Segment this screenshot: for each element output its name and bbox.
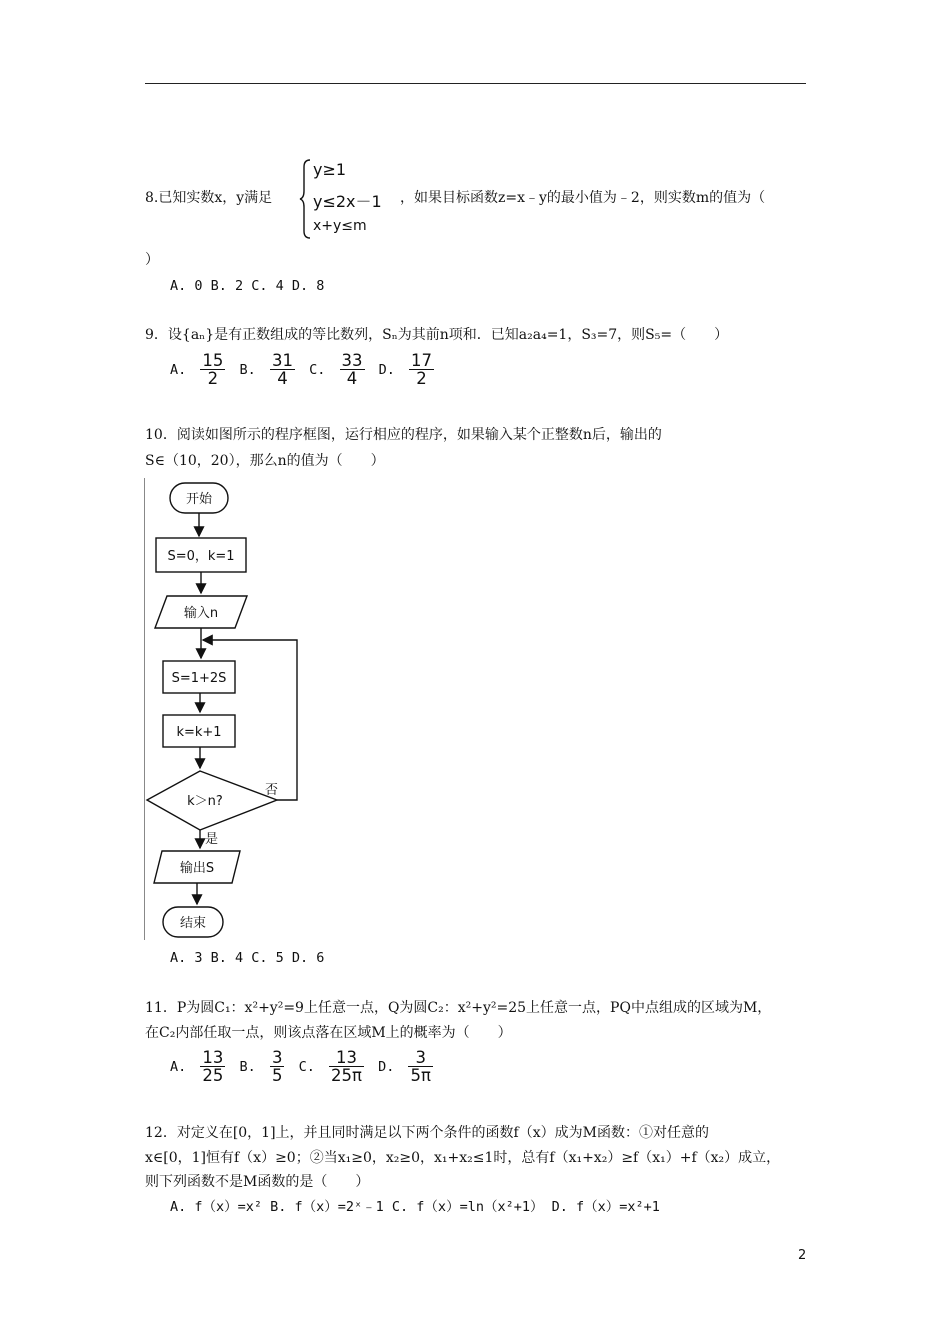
q8-prefix: 8.已知实数x，y满足 [145, 190, 273, 206]
flow-condition-label: k＞n? [187, 794, 223, 809]
q8-options: A. 0 B. 2 C. 4 D. 8 [170, 278, 325, 294]
flow-output-label: 输出S [179, 861, 215, 876]
q10-line-2: S∈（10，20），那么n的值为（ ） [145, 453, 385, 469]
q9-question: 9．设{aₙ}是有正数组成的等比数列，Sₙ为其前n项和．已知a₂a₄=1，S₃=7，则S₅=（ ） [145, 327, 729, 343]
q11-options [170, 1049, 439, 1085]
flow-yes-label: 是 [205, 832, 219, 847]
left-brace-icon [299, 158, 313, 240]
q9-option-c-fraction: $\frac{33}{4}$ [341, 351, 363, 389]
q12-options: A. f（x）=x² B. f（x）=2ˣ﹣1 C. f（x）=ln（x²+1） D. f（x）=x²+1 [170, 1199, 660, 1215]
q9-option-b-fraction: $\frac{31}{4}$ [271, 351, 293, 389]
q11-option-d-fraction: $\frac{3}{5\pi}$ [410, 1048, 431, 1086]
flow-start-label: 开始 [185, 492, 213, 507]
q11-option-c-fraction: $\frac{13}{25\pi}$ [331, 1048, 362, 1086]
flow-no-label: 否 [265, 783, 279, 798]
page-number: 2 [798, 1248, 807, 1263]
flowchart [145, 478, 315, 940]
q9-option-b-letter: B. [239, 361, 256, 378]
q11-option-b-fraction: $\frac{3}{5}$ [271, 1048, 283, 1086]
q9-option-a-fraction: $\frac{15}{2}$ [202, 351, 224, 389]
q11-option-a-fraction: $\frac{13}{25}$ [202, 1048, 224, 1086]
q10-line-1: 10．阅读如图所示的程序框图，运行相应的程序，如果输入某个正整数n后，输出的 [145, 427, 662, 443]
flow-step-k-label: k=k+1 [176, 725, 222, 740]
q8-close-paren: ） [145, 252, 159, 268]
q11-line-1: 11．P为圆C₁：x²+y²=9上任意一点，Q为圆C₂：x²+y²=25上任意一点，PQ中点组成的区域为M， [145, 1000, 772, 1016]
q8-condition-3: x+y≤m [313, 218, 367, 234]
q12-line-3: 则下列函数不是M函数的是（ ） [145, 1174, 370, 1190]
q9-option-d-fraction: $\frac{17}{2}$ [411, 351, 433, 389]
q11-option-d-letter: D. [378, 1058, 395, 1075]
flow-init-label: S=0，k=1 [167, 549, 235, 564]
q9-option-a-letter: A. [170, 361, 187, 378]
q12-line-1: 12．对定义在[0，1]上，并且同时满足以下两个条件的函数f（x）成为M函数：①对任意的 [145, 1125, 709, 1141]
q12-line-2: x∈[0，1]恒有f（x）≥0；②当x₁≥0，x₂≥0，x₁+x₂≤1时，总有f（x₁+x₂）≥f（x₁）+f（x₂）成立， [145, 1150, 781, 1166]
q11-line-2: 在C₂内部任取一点，则该点落在区域M上的概率为（ ） [145, 1025, 512, 1041]
flow-step-s-label: S=1+2S [171, 671, 227, 686]
q9-options [170, 352, 440, 388]
q11-option-c-letter: C. [298, 1058, 315, 1075]
q8-inequality-system [299, 158, 409, 240]
q11-option-b-letter: B. [239, 1058, 256, 1075]
header-rule [145, 83, 806, 84]
flow-input-label: 输入n [183, 606, 219, 621]
q9-option-d-letter: D. [378, 361, 395, 378]
flow-end-label: 结束 [179, 916, 207, 931]
q8-condition-2: y≤2x－1 [313, 192, 382, 211]
q8-suffix: ，如果目标函数z=x﹣y的最小值为﹣2，则实数m的值为（ [400, 190, 766, 206]
q9-option-c-letter: C. [309, 361, 326, 378]
q10-options: A. 3 B. 4 C. 5 D. 6 [170, 950, 325, 966]
q8-condition-1: y≥1 [313, 160, 347, 179]
q11-option-a-letter: A. [170, 1058, 187, 1075]
